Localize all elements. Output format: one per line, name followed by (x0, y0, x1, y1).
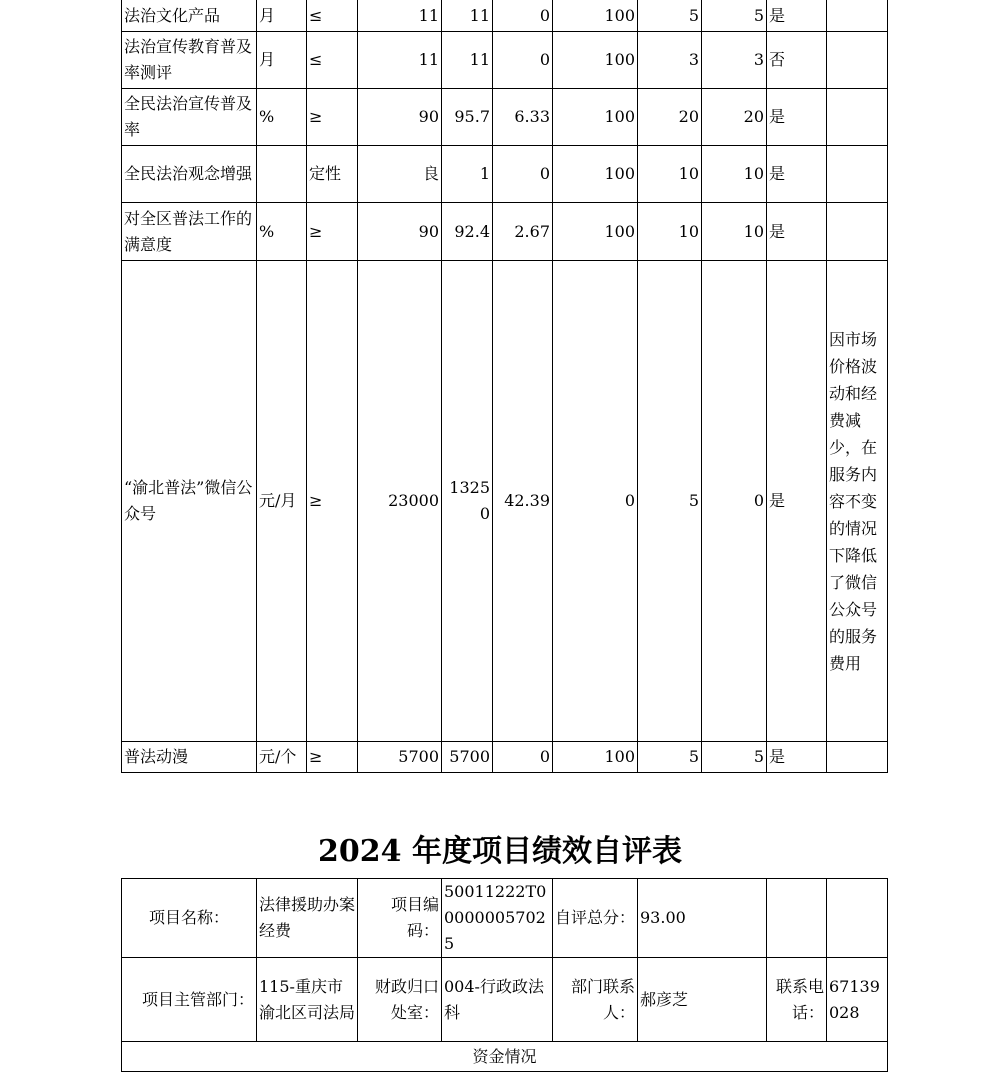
indicator-actual: 11 (442, 32, 493, 89)
indicator-name: 普法动漫 (122, 742, 257, 773)
indicator-target: 11 (358, 0, 442, 32)
indicator-deviation: 0 (493, 742, 553, 773)
indicator-deviation: 0 (493, 32, 553, 89)
indicator-rate: 100 (553, 203, 638, 261)
contact-label: 部门联系人： (553, 958, 638, 1042)
indicator-note (827, 203, 888, 261)
indicator-operator: ≥ (307, 742, 358, 773)
table-row (122, 203, 888, 261)
empty-cell (767, 879, 827, 958)
self-score: 93.00 (638, 879, 767, 958)
indicator-actual: 11 (442, 0, 493, 32)
indicator-score: 20 (702, 89, 767, 146)
indicator-deviation: 0 (493, 0, 553, 32)
indicator-rate: 100 (553, 89, 638, 146)
indicator-target: 90 (358, 203, 442, 261)
indicator-actual: 1 (442, 146, 493, 203)
indicator-name: “渝北普法”微信公众号 (122, 261, 257, 742)
indicator-score: 10 (702, 203, 767, 261)
indicator-unit: 月 (257, 0, 307, 32)
indicator-met: 是 (767, 0, 827, 32)
indicator-score: 5 (702, 742, 767, 773)
table-row (122, 89, 888, 146)
phone-label: 联系电话： (767, 958, 827, 1042)
table-row (122, 0, 888, 32)
indicator-weight: 5 (638, 261, 702, 742)
indicator-note (827, 146, 888, 203)
indicator-target: 23000 (358, 261, 442, 742)
phone: 67139028 (827, 958, 888, 1042)
indicator-rate: 100 (553, 146, 638, 203)
indicator-name: 法治宣传教育普及率测评 (122, 32, 257, 89)
indicator-operator: ≥ (307, 203, 358, 261)
indicator-weight: 3 (638, 32, 702, 89)
table-row (122, 146, 888, 203)
indicator-name: 全民法治观念增强 (122, 146, 257, 203)
indicator-operator: ≤ (307, 32, 358, 89)
info-row (122, 1042, 888, 1072)
funds-section-label: 资金情况 (122, 1042, 888, 1072)
indicator-rate: 0 (553, 261, 638, 742)
indicator-operator: 定性 (307, 146, 358, 203)
indicator-deviation: 0 (493, 146, 553, 203)
indicator-unit: % (257, 203, 307, 261)
indicator-target: 5700 (358, 742, 442, 773)
indicator-note (827, 742, 888, 773)
indicator-unit: 元/月 (257, 261, 307, 742)
indicator-name: 法治文化产品 (122, 0, 257, 32)
indicator-met: 是 (767, 742, 827, 773)
dept-label: 项目主管部门： (122, 958, 257, 1042)
indicator-deviation: 2.67 (493, 203, 553, 261)
empty-cell (827, 879, 888, 958)
project-code: 50011222T000000057025 (442, 879, 553, 958)
indicator-name: 对全区普法工作的满意度 (122, 203, 257, 261)
indicator-actual: 95.7 (442, 89, 493, 146)
indicator-weight: 20 (638, 89, 702, 146)
indicator-unit: % (257, 89, 307, 146)
indicator-note (827, 0, 888, 32)
project-code-label: 项目编码： (358, 879, 442, 958)
contact: 郝彦芝 (638, 958, 767, 1042)
indicator-actual: 5700 (442, 742, 493, 773)
indicator-rate: 100 (553, 0, 638, 32)
info-row (122, 879, 888, 958)
indicator-rate: 100 (553, 742, 638, 773)
indicator-target: 11 (358, 32, 442, 89)
finance: 004-行政政法科 (442, 958, 553, 1042)
indicator-note (827, 32, 888, 89)
form-title: 2024 年度项目绩效自评表 (318, 834, 682, 869)
indicator-note (827, 89, 888, 146)
indicator-score: 5 (702, 0, 767, 32)
indicator-target: 良 (358, 146, 442, 203)
indicator-actual: 92.4 (442, 203, 493, 261)
table-row (122, 261, 888, 742)
table-row (122, 32, 888, 89)
indicator-deviation: 42.39 (493, 261, 553, 742)
indicator-met: 是 (767, 261, 827, 742)
project-name: 法律援助办案经费 (257, 879, 358, 958)
indicator-operator: ≤ (307, 0, 358, 32)
info-row (122, 958, 888, 1042)
indicator-weight: 5 (638, 742, 702, 773)
indicator-rate: 100 (553, 32, 638, 89)
table-row (122, 742, 888, 773)
indicator-score: 0 (702, 261, 767, 742)
indicator-met: 否 (767, 32, 827, 89)
indicator-score: 3 (702, 32, 767, 89)
indicator-unit (257, 146, 307, 203)
indicator-actual: 13250 (442, 261, 493, 742)
indicator-unit: 元/个 (257, 742, 307, 773)
indicator-weight: 5 (638, 0, 702, 32)
indicator-note: 因市场价格波动和经费减少，在服务内容不变的情况下降低了微信公众号的服务费用 (827, 261, 888, 742)
project-name-label: 项目名称： (122, 879, 257, 958)
indicator-score: 10 (702, 146, 767, 203)
indicator-operator: ≥ (307, 89, 358, 146)
indicator-met: 是 (767, 203, 827, 261)
indicator-target: 90 (358, 89, 442, 146)
indicator-weight: 10 (638, 146, 702, 203)
indicator-weight: 10 (638, 203, 702, 261)
finance-label: 财政归口处室： (358, 958, 442, 1042)
indicator-met: 是 (767, 89, 827, 146)
project-info-table (121, 878, 888, 1072)
indicator-name: 全民法治宣传普及率 (122, 89, 257, 146)
indicator-table (121, 0, 888, 773)
indicator-deviation: 6.33 (493, 89, 553, 146)
self-score-label: 自评总分： (553, 879, 638, 958)
indicator-met: 是 (767, 146, 827, 203)
dept: 115-重庆市渝北区司法局 (257, 958, 358, 1042)
indicator-operator: ≥ (307, 261, 358, 742)
indicator-unit: 月 (257, 32, 307, 89)
